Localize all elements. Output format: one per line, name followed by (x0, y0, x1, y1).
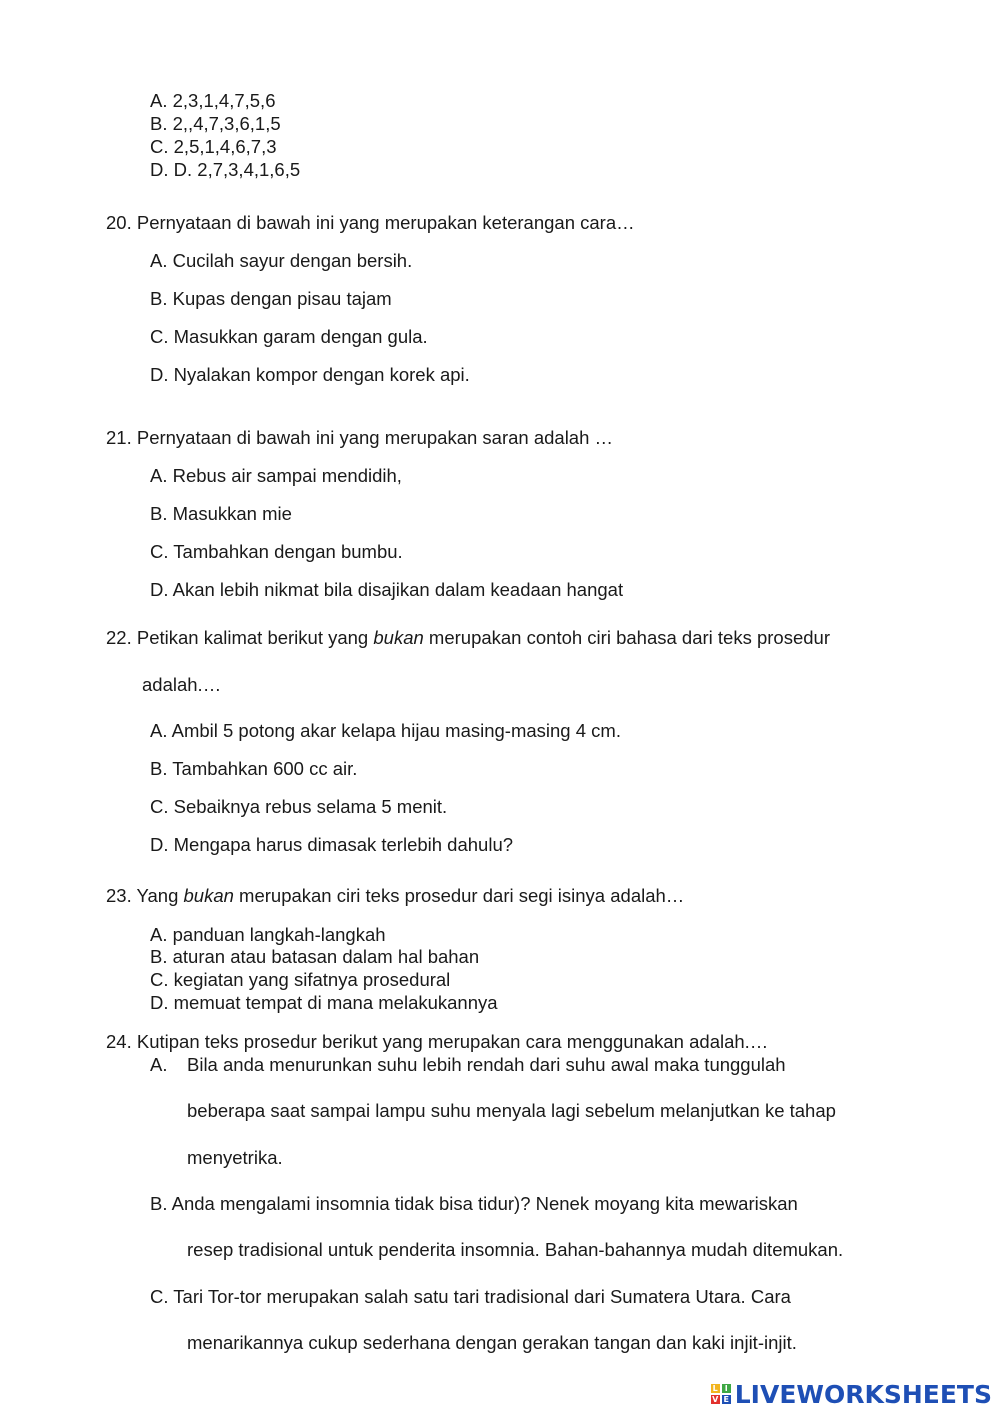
q22-question-continued: adalah.… (142, 674, 222, 695)
q22-option-d: D. Mengapa harus dimasak terlebih dahulu? (150, 834, 514, 855)
q20-question: 20. Pernyataan di bawah ini yang merupakan keterangan cara… (106, 212, 635, 233)
q23-question-pre: 23. Yang (106, 885, 184, 906)
logo-tile-3: V (712, 1395, 719, 1404)
q24-option-a-line-2: beberapa saat sampai lampu suhu menyala lagi sebelum melanjutkan ke tahap (187, 1100, 836, 1121)
q24-option-a-line-1: Bila anda menurunkan suhu lebih rendah dari suhu awal maka tunggulah (187, 1054, 786, 1075)
logo-tile-2: I (722, 1384, 731, 1393)
q22-option-b: B. Tambahkan 600 cc air. (150, 758, 358, 779)
q19-option-b: B. 2,,4,7,3,6,1,5 (150, 113, 281, 134)
q20-option-d: D. Nyalakan kompor dengan korek api. (150, 364, 470, 385)
liveworksheets-logo (711, 1378, 992, 1410)
q23-question (106, 885, 684, 907)
q22-option-a: A. Ambil 5 potong akar kelapa hijau masing-masing 4 cm. (150, 720, 621, 741)
q23-option-c: C. kegiatan yang sifatnya prosedural (150, 969, 451, 990)
q22-question (106, 627, 830, 649)
q23-question-emphasis: bukan (183, 885, 234, 906)
q24-option-c-line-1: C. Tari Tor-tor merupakan salah satu tari tradisional dari Sumatera Utara. Cara (150, 1286, 791, 1307)
q20-option-b: B. Kupas dengan pisau tajam (150, 288, 392, 309)
q20-option-c: C. Masukkan garam dengan gula. (150, 326, 428, 347)
q24-option-a-label: A. (150, 1054, 168, 1075)
q22-question-post: merupakan contoh ciri bahasa dari teks prosedur (423, 627, 830, 648)
q19-option-a: A. 2,3,1,4,7,5,6 (150, 90, 276, 111)
liveworksheets-logo-icon (711, 1384, 731, 1404)
q24-question: 24. Kutipan teks prosedur berikut yang merupakan cara menggunakan adalah.… (106, 1031, 769, 1052)
q22-question-pre: 22. Petikan kalimat berikut yang (106, 627, 374, 648)
q20-option-a: A. Cucilah sayur dengan bersih. (150, 250, 413, 271)
q21-option-c: C. Tambahkan dengan bumbu. (150, 541, 403, 562)
q21-option-b: B. Masukkan mie (150, 503, 292, 524)
liveworksheets-wordmark: LIVEWORKSHEETS (734, 1379, 992, 1409)
q21-question: 21. Pernyataan di bawah ini yang merupakan saran adalah … (106, 427, 614, 448)
logo-tile-4: E (723, 1395, 729, 1404)
q24-option-b-line-1: B. Anda mengalami insomnia tidak bisa tidur)? Nenek moyang kita mewariskan (150, 1193, 798, 1214)
q24-option-c-line-2: menarikannya cukup sederhana dengan gerakan tangan dan kaki injit-injit. (187, 1332, 797, 1353)
q23-option-d: D. memuat tempat di mana melakukannya (150, 992, 498, 1013)
q23-option-a: A. panduan langkah-langkah (150, 924, 386, 945)
q24-option-a-line-3: menyetrika. (187, 1147, 283, 1168)
q23-option-b: B. aturan atau batasan dalam hal bahan (150, 946, 480, 967)
q24-option-b-line-2: resep tradisional untuk penderita insomnia. Bahan-bahannya mudah ditemukan. (187, 1239, 844, 1260)
q23-question-post: merupakan ciri teks prosedur dari segi isinya adalah… (233, 885, 685, 906)
logo-tile-1: L (712, 1384, 718, 1393)
q21-option-d: D. Akan lebih nikmat bila disajikan dalam keadaan hangat (150, 579, 624, 600)
q19-option-d: D. D. 2,7,3,4,1,6,5 (150, 159, 301, 180)
q22-option-c: C. Sebaiknya rebus selama 5 menit. (150, 796, 448, 817)
q22-question-emphasis: bukan (373, 627, 424, 648)
q19-option-c: C. 2,5,1,4,6,7,3 (150, 136, 277, 157)
q21-option-a: A. Rebus air sampai mendidih, (150, 465, 402, 486)
